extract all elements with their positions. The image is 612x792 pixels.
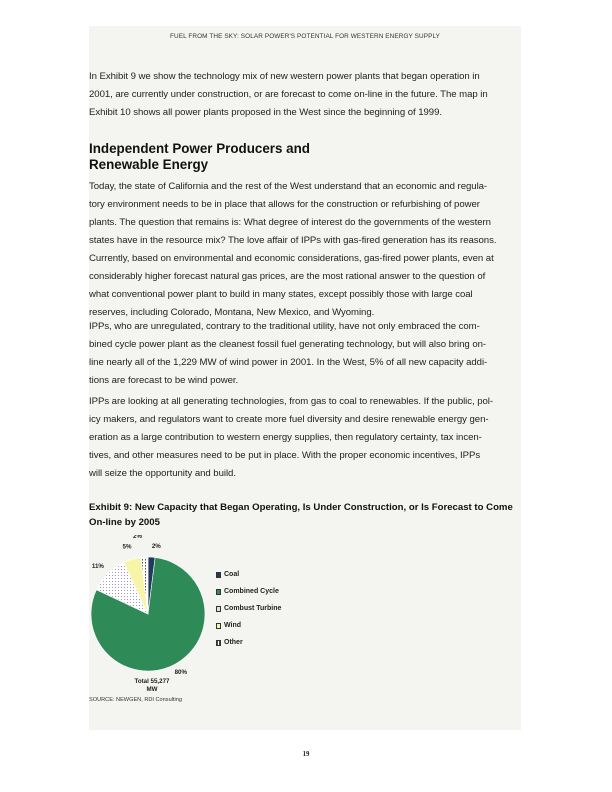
source-note: SOURCE: NEWGEN, RDI Consulting — [89, 697, 182, 703]
paragraph-line: states have in the resource mix? The love affair of IPPs with gas-fired generation has its reasons. — [89, 235, 497, 246]
paragraph-ipp-combined-cycle — [89, 318, 521, 390]
pie-total-unit: MW — [146, 686, 158, 693]
legend-label: Combined Cycle — [224, 588, 279, 595]
legend-label: Wind — [224, 622, 242, 629]
legend-swatch — [216, 589, 221, 595]
legend-swatch — [216, 640, 221, 646]
paragraph-line: eration as a large contribution to western energy supplies, then regulatory certainty, tax incen- — [89, 432, 482, 443]
legend-item-combined-cycle — [216, 588, 336, 598]
legend-item-other — [216, 639, 336, 649]
page-number: 19 — [302, 751, 310, 758]
paragraph-line: considerably higher forecast natural gas prices, are the most rational answer to the question of — [89, 271, 486, 282]
pie-slice-label-combust-turbine: 11% — [91, 562, 104, 570]
pie-chart — [60, 535, 240, 695]
legend-swatch — [216, 606, 221, 612]
section-heading-line: Independent Power Producers and — [89, 141, 310, 156]
section-heading — [89, 141, 521, 173]
pie-slice-label-other: 2% — [133, 535, 142, 541]
legend-swatch — [216, 572, 221, 578]
paragraph-ipp-technologies — [89, 393, 521, 483]
legend-item-coal — [216, 571, 336, 581]
paragraph-line: bined cycle power plant as the cleanest fossil fuel generating technology, but will also bring on- — [89, 339, 487, 350]
paragraph-line: IPPs, who are unregulated, contrary to the traditional utility, have not only embraced the com- — [89, 321, 480, 332]
exhibit-title — [89, 500, 521, 530]
paragraph-line: plants. The question that remains is: What degree of interest do the governments of the western — [89, 217, 491, 228]
legend-item-wind — [216, 622, 336, 632]
exhibit-title-line: On-line by 2005 — [89, 517, 160, 528]
pie-slice-label-wind: 5% — [122, 543, 132, 551]
paragraph-line: In Exhibit 9 we show the technology mix of new western power plants that began operation in — [89, 71, 480, 82]
legend-item-combust-turbine — [216, 605, 336, 615]
section-heading-line: Renewable Energy — [89, 157, 209, 172]
paragraph-line: 2001, are currently under construction, or are forecast to come on-line in the future. The map in — [89, 89, 488, 100]
running-header: FUEL FROM THE SKY: SOLAR POWER'S POTENTIAL FOR WESTERN ENERGY SUPPLY — [170, 33, 440, 40]
paragraph-line: tions are forecast to be wind power. — [89, 375, 239, 386]
paragraph-line: Today, the state of California and the rest of the West understand that an economic and regula- — [89, 181, 488, 192]
paragraph-line: what conventional power plant to build in many states, except possibly those with large coal — [89, 289, 473, 300]
pie-slice-label-combined-cycle: 80% — [174, 669, 187, 677]
paragraph-line: will seize the opportunity and build. — [89, 468, 236, 479]
exhibit-title-line: Exhibit 9: New Capacity that Began Operating, Is Under Construction, or Is Forecast to Come — [89, 502, 513, 513]
paragraph-line: line nearly all of the 1,229 MW of wind power in 2001. In the West, 5% of all new capacity addi- — [89, 357, 488, 368]
paragraph-line: tives, and other measures need to be put in place. With the proper economic incentives, IPPs — [89, 450, 481, 461]
legend-label: Coal — [224, 571, 240, 578]
legend-label: Combust Turbine — [224, 605, 282, 612]
paragraph-line: icy makers, and regulators want to create more fuel diversity and desire renewable energy gen- — [89, 414, 489, 425]
paragraph-line: reserves, including Colorado, Montana, New Mexico, and Wyoming. — [89, 307, 375, 318]
legend-label: Other — [224, 639, 243, 646]
paragraph-line: Currently, based on environmental and economic considerations, gas-fired power plants, even at — [89, 253, 494, 264]
paragraph-line: IPPs are looking at all generating technologies, from gas to coal to renewables. If the public, pol- — [89, 396, 494, 407]
paragraph-line: tory environment needs to be in place that allows for the construction or refurbishing of power — [89, 199, 480, 210]
intro-paragraph — [89, 68, 521, 122]
paragraph-ipp-intro — [89, 178, 521, 322]
pie-total-label: Total 55,277 — [134, 678, 170, 685]
legend-swatch — [216, 623, 221, 629]
paragraph-line: Exhibit 10 shows all power plants proposed in the West since the beginning of 1999. — [89, 107, 442, 118]
pie-slice-label-coal: 2% — [151, 543, 161, 551]
